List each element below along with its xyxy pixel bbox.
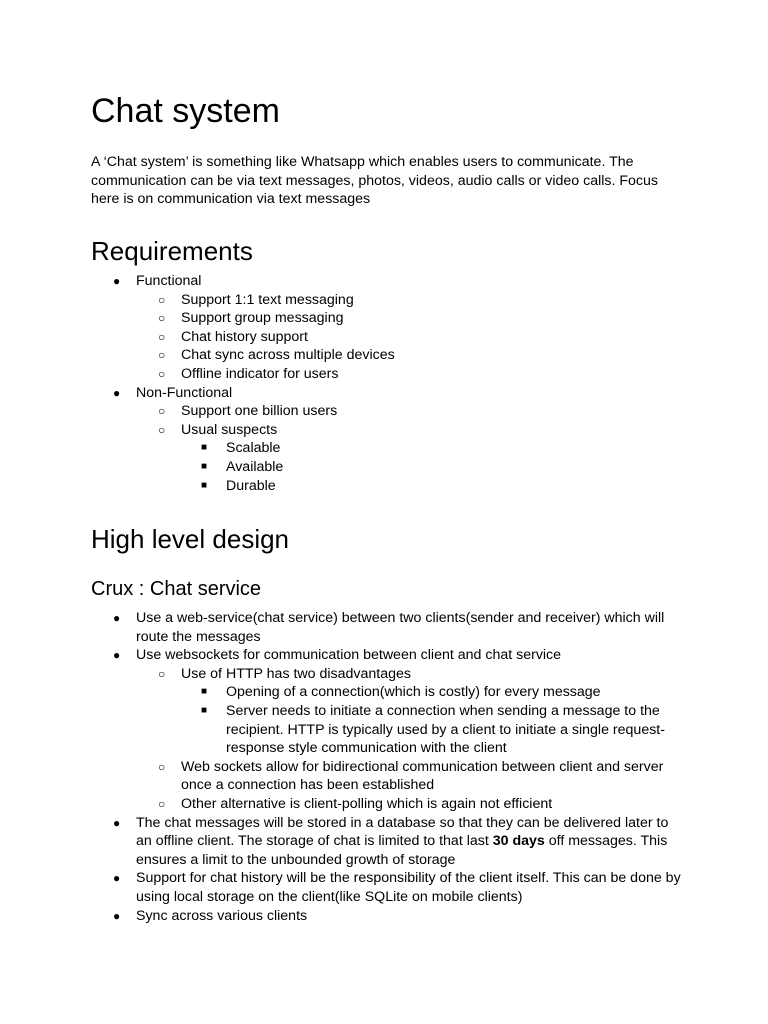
non-functional-label: Non-Functional (136, 384, 233, 401)
websockets-sublist (136, 665, 683, 814)
list-item-text: Other alternative is client-polling which is again not efficient (181, 795, 553, 812)
design-list (91, 609, 683, 925)
list-item (136, 328, 683, 347)
list-item (91, 384, 683, 496)
requirements-heading: Requirements (91, 236, 253, 266)
circle-bullet: ○ (158, 329, 166, 344)
disc-bullet: ● (113, 908, 121, 923)
list-item-text: Chat history support (181, 328, 308, 345)
list-item-text: Durable (226, 477, 276, 494)
disc-bullet: ● (113, 648, 121, 663)
list-item (136, 795, 683, 814)
text-run: The chat messages will be stored in a database so that they can be delivered later to an offline client. The storage of chat is limited to that last (136, 814, 669, 850)
list-item-text: Offline indicator for users (181, 365, 339, 382)
page-title: Chat system (91, 92, 280, 130)
usual-suspects-list (181, 439, 683, 495)
requirements-list (91, 272, 683, 495)
functional-list (136, 291, 683, 384)
intro-paragraph: A ‘Chat system’ is something like Whatsapp which enables users to communicate. The communication can be via text messages, photos, videos, audio calls or video calls. Focus here is on communication via text messages (91, 154, 658, 208)
circle-bullet: ○ (158, 796, 166, 811)
list-item (181, 477, 683, 496)
text-run: off messages. This ensures a limit to the unbounded growth of storage (136, 833, 668, 868)
list-item (181, 683, 683, 702)
list-item (181, 702, 683, 758)
list-item (136, 346, 683, 365)
list-item-text: Server needs to initiate a connection when sending a message to the recipient. HTTP is typically used by a client to initiate a single request-response style communication with the client (226, 702, 665, 757)
list-item-text: Web sockets allow for bidirectional communication between client and server once a connection has been established (181, 758, 664, 794)
circle-bullet: ○ (158, 422, 166, 437)
list-item-text: Scalable (226, 440, 281, 457)
circle-bullet: ○ (158, 404, 166, 419)
list-item-text: Support for chat history will be the responsibility of the client itself. This can be done by using local storage on the client(like SQLite on mobile clients) (136, 870, 681, 905)
list-item-text: Support group messaging (181, 310, 344, 327)
high-level-design-heading: High level design (91, 524, 290, 554)
list-item-text: Use of HTTP has two disadvantages (181, 665, 412, 682)
square-bullet: ■ (201, 442, 208, 454)
list-item-text: Support 1:1 text messaging (181, 291, 354, 308)
circle-bullet: ○ (158, 311, 166, 326)
circle-bullet: ○ (158, 348, 166, 363)
list-item (91, 646, 683, 813)
disc-bullet: ● (113, 385, 121, 400)
disc-bullet: ● (113, 871, 121, 886)
list-item (91, 814, 683, 870)
list-item (181, 458, 683, 477)
retention-period: 30 days (492, 833, 545, 850)
list-item-text: Chat sync across multiple devices (181, 347, 395, 364)
list-item (136, 309, 683, 328)
list-item (136, 665, 683, 758)
list-item-text: Use websockets for communication between client and chat service (136, 647, 562, 664)
list-item (91, 907, 683, 926)
list-item (91, 869, 683, 906)
square-bullet: ■ (201, 704, 208, 716)
list-item-text: Sync across various clients (136, 907, 308, 924)
list-item (136, 291, 683, 310)
crux-subheading: Crux : Chat service (91, 578, 262, 600)
list-item (181, 439, 683, 458)
list-item (136, 758, 683, 795)
non-functional-list (136, 402, 683, 495)
list-item (136, 402, 683, 421)
functional-label: Functional (136, 273, 202, 289)
list-item-text: Available (226, 458, 284, 475)
disc-bullet: ● (113, 815, 121, 830)
list-item-text: Opening of a connection(which is costly) for every message (226, 684, 601, 701)
square-bullet: ■ (201, 460, 208, 472)
circle-bullet: ○ (158, 366, 166, 381)
list-item (91, 609, 683, 646)
list-item-text: Support one billion users (181, 403, 338, 420)
square-bullet: ■ (201, 686, 208, 698)
circle-bullet: ○ (158, 666, 166, 681)
list-item (136, 365, 683, 384)
list-item-text (136, 815, 668, 868)
http-disadvantages-list (181, 683, 683, 757)
list-item-text: Use a web-service(chat service) between two clients(sender and receiver) which will route the messages (136, 610, 665, 645)
circle-bullet: ○ (158, 292, 166, 307)
list-item (91, 272, 683, 384)
disc-bullet: ● (113, 611, 121, 625)
square-bullet: ■ (201, 479, 208, 491)
list-item-text: Usual suspects (181, 421, 278, 438)
circle-bullet: ○ (158, 759, 166, 774)
disc-bullet: ● (113, 274, 121, 288)
list-item (136, 421, 683, 495)
